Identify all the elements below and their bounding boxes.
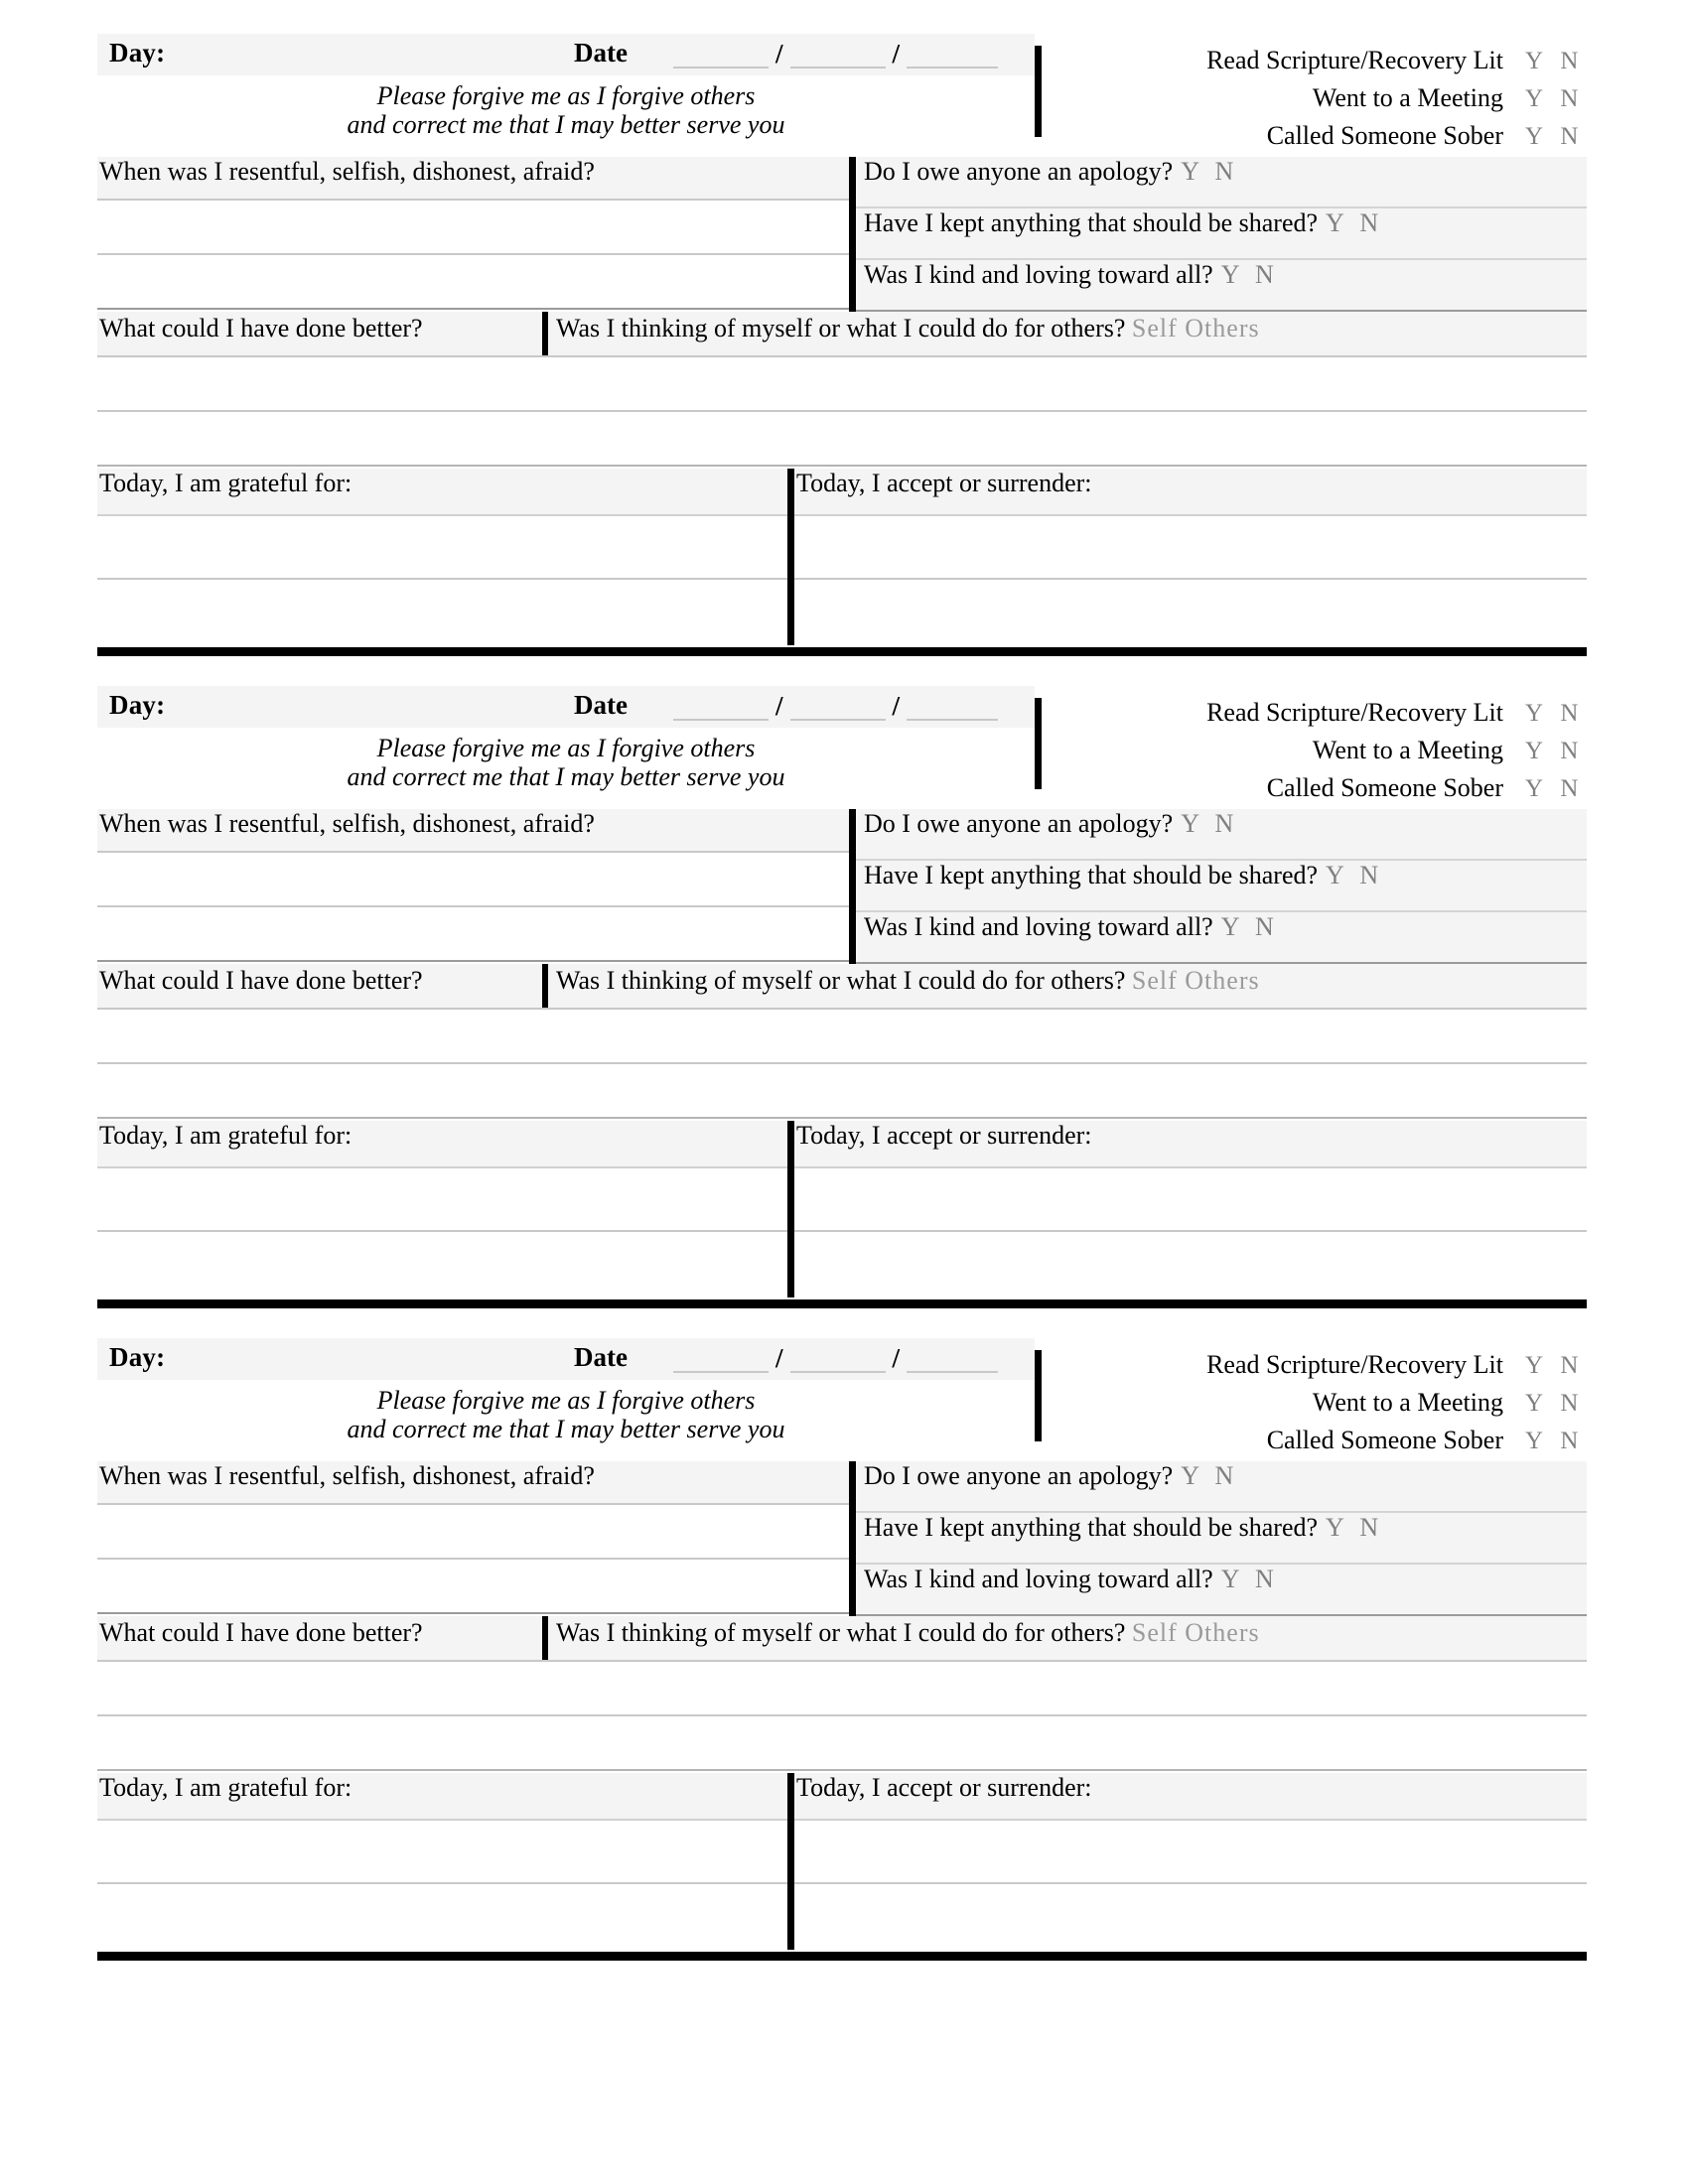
free-write-line[interactable] [97,1716,1587,1771]
day-label: Day: [109,690,166,720]
date-slash-2: / [892,691,901,721]
inventory-section [97,809,1587,964]
inventory-write-line[interactable] [97,1505,849,1560]
date-slash-1: / [775,39,783,68]
question-text: Do I owe anyone an apology? [864,809,1174,838]
checklist-answers[interactable]: Y N [1525,700,1585,727]
better-row [97,964,1587,1010]
question-answers[interactable]: Y N [1220,1565,1279,1593]
date-blanks [673,1344,998,1373]
better-answers[interactable]: Self Others [1131,966,1260,995]
inventory-right [856,809,1587,964]
inventory-write-line[interactable] [97,201,849,255]
gratitude-write-line[interactable] [97,1821,787,1884]
block-spacer [97,656,1591,686]
checklist-label: Called Someone Sober [1266,773,1503,802]
checklist-item-called-sober[interactable] [1060,773,1587,811]
better-question-right [556,1618,1260,1648]
checklist-item-scripture[interactable] [1060,1350,1587,1388]
date-slash-1: / [775,1343,783,1373]
prayer-text [97,734,1035,791]
better-answers[interactable]: Self Others [1131,314,1260,342]
daily-checklist [1035,46,1587,159]
block-separator [97,647,1587,656]
better-question-right [556,966,1260,996]
inventory-left [97,809,849,962]
better-question-right [556,314,1260,343]
day-block-2 [97,686,1587,1308]
surrender-write-line[interactable] [794,580,1587,643]
gratitude-left-header: Today, I am grateful for: [97,1773,787,1821]
inventory-question-kind[interactable] [856,260,1587,312]
prayer-line-1: Please forgive me as I forgive others [376,1386,756,1415]
checklist-answers[interactable]: Y N [1525,85,1585,112]
day-date-bar [97,1338,1035,1380]
free-write-line[interactable] [97,412,1587,467]
surrender-write-line[interactable] [794,1232,1587,1296]
surrender-write-line[interactable] [794,1168,1587,1232]
inventory-write-line[interactable] [97,1560,849,1614]
checklist-answers[interactable]: Y N [1525,1352,1585,1379]
question-text: Do I owe anyone an apology? [864,157,1174,186]
date-label: Date [574,38,628,68]
checklist-label: Read Scripture/Recovery Lit [1206,46,1503,74]
block-separator [97,1299,1587,1308]
date-month-input[interactable] [673,40,769,68]
inventory-question-kind[interactable] [856,1565,1587,1616]
inventory-left-question: When was I resentful, selfish, dishonest, afraid? [97,809,849,853]
prayer-line-2: and correct me that I may better serve you [347,1415,785,1444]
gratitude-left [97,1121,787,1296]
block-header [97,34,1587,151]
checklist-answers[interactable]: Y N [1525,1390,1585,1417]
free-write-line[interactable] [97,1662,1587,1716]
surrender-write-line[interactable] [794,1821,1587,1884]
day-label: Day: [109,1342,166,1372]
header-left [97,1338,1035,1443]
inventory-left [97,157,849,310]
day-date-bar [97,686,1035,728]
checklist-label: Read Scripture/Recovery Lit [1206,1350,1503,1379]
date-day-input[interactable] [790,1344,886,1373]
daily-checklist [1035,1350,1587,1463]
checklist-label: Went to a Meeting [1312,83,1503,112]
better-free-lines [97,1662,1587,1771]
checklist-answers[interactable]: Y N [1525,738,1585,764]
surrender-write-line[interactable] [794,1884,1587,1948]
better-text: Was I thinking of myself or what I could do for others? [556,1618,1126,1647]
inventory-question-shared[interactable] [856,861,1587,912]
gratitude-divider [787,1121,794,1297]
better-free-lines [97,1010,1587,1119]
checklist-answers[interactable]: Y N [1525,775,1585,802]
checklist-item-meeting[interactable] [1060,1388,1587,1426]
prayer-line-2: and correct me that I may better serve you [347,110,785,140]
better-answers[interactable]: Self Others [1131,1618,1260,1647]
checklist-item-meeting[interactable] [1060,83,1587,121]
date-year-input[interactable] [907,692,998,721]
date-blanks [673,692,998,721]
inventory-question-shared[interactable] [856,208,1587,260]
question-answers[interactable]: Y N [1326,861,1384,889]
better-question-left: What could I have done better? [99,1618,423,1647]
free-write-line[interactable] [97,1064,1587,1119]
question-text: Do I owe anyone an apology? [864,1461,1174,1490]
gratitude-divider [787,1773,794,1950]
checklist-label: Read Scripture/Recovery Lit [1206,698,1503,727]
gratitude-right-header: Today, I accept or surrender: [794,1121,1587,1168]
gratitude-right [794,469,1587,643]
prayer-line-2: and correct me that I may better serve you [347,762,785,792]
date-year-input[interactable] [907,40,998,68]
question-answers[interactable]: Y N [1326,1513,1384,1542]
gratitude-left-header: Today, I am grateful for: [97,1121,787,1168]
better-question-left: What could I have done better? [99,314,423,342]
gratitude-write-line[interactable] [97,1884,787,1948]
better-text: Was I thinking of myself or what I could do for others? [556,314,1126,342]
prayer-text [97,81,1035,139]
block-spacer [97,1308,1591,1338]
gratitude-left [97,469,787,643]
gratitude-left [97,1773,787,1948]
inventory-question-kind[interactable] [856,912,1587,964]
question-answers[interactable]: Y N [1181,1461,1239,1490]
question-text: Have I kept anything that should be shared? [864,861,1319,889]
day-block-1 [97,34,1587,656]
inventory-left-question: When was I resentful, selfish, dishonest, afraid? [97,157,849,201]
gratitude-left-header: Today, I am grateful for: [97,469,787,516]
checklist-item-called-sober[interactable] [1060,121,1587,159]
question-answers[interactable]: Y N [1181,157,1239,186]
surrender-write-line[interactable] [794,516,1587,580]
header-left [97,686,1035,791]
inventory-question-shared[interactable] [856,1513,1587,1565]
question-text: Have I kept anything that should be shared? [864,208,1319,237]
gratitude-right-header: Today, I accept or surrender: [794,1773,1587,1821]
day-label: Day: [109,38,166,68]
date-day-input[interactable] [790,692,886,721]
question-text: Was I kind and loving toward all? [864,260,1213,289]
prayer-text [97,1386,1035,1443]
checklist-answers[interactable]: Y N [1525,48,1585,74]
gratitude-right [794,1121,1587,1296]
gratitude-write-line[interactable] [97,1168,787,1232]
checklist-label: Went to a Meeting [1312,736,1503,764]
gratitude-section [97,1773,1587,1950]
date-month-input[interactable] [673,1344,769,1373]
block-header [97,1338,1587,1455]
date-slash-1: / [775,691,783,721]
inventory-divider [849,157,856,312]
gratitude-section [97,469,1587,645]
prayer-line-1: Please forgive me as I forgive others [376,81,756,110]
gratitude-write-line[interactable] [97,516,787,580]
day-block-3 [97,1338,1587,1961]
checklist-item-scripture[interactable] [1060,698,1587,736]
checklist-item-meeting[interactable] [1060,736,1587,773]
question-text: Was I kind and loving toward all? [864,912,1213,941]
question-answers[interactable]: Y N [1181,809,1239,838]
better-free-lines [97,357,1587,467]
checklist-label: Called Someone Sober [1266,1426,1503,1454]
question-text: Have I kept anything that should be shared? [864,1513,1319,1542]
question-text: Was I kind and loving toward all? [864,1565,1213,1593]
header-left [97,34,1035,139]
inventory-right [856,157,1587,312]
date-slash-2: / [892,39,901,68]
daily-checklist [1035,698,1587,811]
better-text: Was I thinking of myself or what I could do for others? [556,966,1126,995]
better-row [97,312,1587,357]
inventory-left [97,1461,849,1614]
inventory-left-question: When was I resentful, selfish, dishonest, afraid? [97,1461,849,1505]
checklist-item-called-sober[interactable] [1060,1426,1587,1463]
date-label: Date [574,690,628,720]
inventory-question-apology[interactable] [856,1461,1587,1513]
gratitude-divider [787,469,794,645]
checklist-answers[interactable]: Y N [1525,1428,1585,1454]
day-date-bar [97,34,1035,75]
question-answers[interactable]: Y N [1220,912,1279,941]
better-divider [542,964,548,1010]
gratitude-write-line[interactable] [97,580,787,643]
better-divider [542,312,548,357]
better-question-left: What could I have done better? [99,966,423,995]
inventory-write-line[interactable] [97,255,849,310]
date-label: Date [574,1342,628,1372]
top-spacer [97,0,1591,34]
date-blanks [673,40,998,68]
inventory-divider [849,1461,856,1616]
question-answers[interactable]: Y N [1326,208,1384,237]
free-write-line[interactable] [97,1010,1587,1064]
gratitude-write-line[interactable] [97,1232,787,1296]
block-separator [97,1952,1587,1961]
checklist-answers[interactable]: Y N [1525,123,1585,150]
gratitude-right-header: Today, I accept or surrender: [794,469,1587,516]
free-write-line[interactable] [97,357,1587,412]
inventory-section [97,1461,1587,1616]
date-month-input[interactable] [673,692,769,721]
prayer-line-1: Please forgive me as I forgive others [376,734,756,762]
gratitude-right [794,1773,1587,1948]
inventory-question-apology[interactable] [856,809,1587,861]
inventory-write-line[interactable] [97,907,849,962]
checklist-label: Called Someone Sober [1266,121,1503,150]
inventory-section [97,157,1587,312]
date-year-input[interactable] [907,1344,998,1373]
date-slash-2: / [892,1343,901,1373]
block-header [97,686,1587,803]
inventory-question-apology[interactable] [856,157,1587,208]
better-row [97,1616,1587,1662]
gratitude-section [97,1121,1587,1297]
checklist-label: Went to a Meeting [1312,1388,1503,1417]
inventory-divider [849,809,856,964]
better-divider [542,1616,548,1662]
inventory-write-line[interactable] [97,853,849,907]
date-day-input[interactable] [790,40,886,68]
question-answers[interactable]: Y N [1220,260,1279,289]
inventory-right [856,1461,1587,1616]
checklist-item-scripture[interactable] [1060,46,1587,83]
